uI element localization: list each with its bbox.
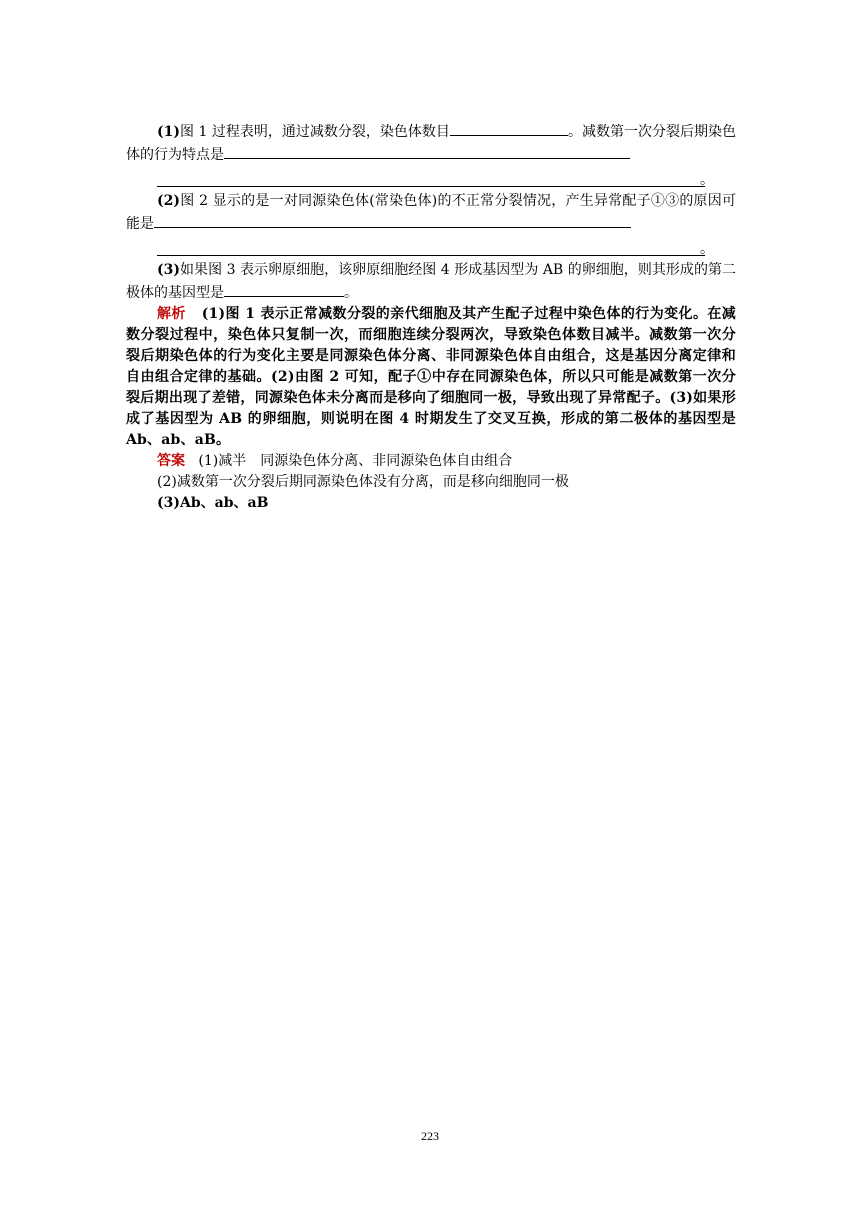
- question-2-blank-1[interactable]: [154, 212, 631, 228]
- question-2-text: 图 2 显示的是一对同源染色体(常染色体)的不正常分裂情况，产生异常配子①③的原因可能是: [126, 193, 736, 232]
- answer-1-text: (1)减半 同源染色体分离、非同源染色体自由组合: [198, 453, 513, 469]
- page-number: 223: [421, 1129, 439, 1143]
- question-2: [126, 191, 736, 235]
- answer-3-text: (3)Ab、ab、aB: [157, 495, 269, 511]
- analysis-block: [126, 304, 736, 451]
- answer-2-text: (2)减数第一次分裂后期同源染色体没有分离，而是移向细胞同一极: [157, 474, 569, 490]
- question-3-prefix: (3): [157, 262, 180, 278]
- analysis-label: 解析: [157, 306, 186, 322]
- question-1-blank-2[interactable]: [224, 143, 630, 159]
- question-1-text-b: 。减数第一次分裂后期染色体的行为特点是: [126, 124, 737, 163]
- question-3-text: 如果图 3 表示卵原细胞，该卵原细胞经图 4 形成基因型为 AB 的卵细胞，则其形成的第二极体的基因型是: [126, 262, 736, 301]
- question-1-blank-1[interactable]: [450, 120, 568, 136]
- answer-line-3: [126, 493, 736, 514]
- question-3: [126, 260, 736, 304]
- answer-label: 答案: [157, 453, 185, 469]
- question-content: [126, 120, 736, 514]
- question-2-blank-2[interactable]: [157, 235, 714, 257]
- question-1-blank-3[interactable]: [157, 166, 714, 188]
- question-2-prefix: (2): [157, 193, 180, 209]
- question-1: [126, 120, 736, 166]
- question-3-blank[interactable]: [224, 281, 344, 297]
- analysis-text: (1)图 1 表示正常减数分裂的亲代细胞及其产生配子过程中染色体的行为变化。在减数分裂过程中，染色体只复制一次，而细胞连续分裂两次，导致染色体数目减半。减数第一次分裂后期染色体的行为变化主要是同源染色体分离、非同源染色体自由组合，这是基因分离定律和自由组合定律的基础。(2)由图 2 可知，配子①中存在同源染色体，所以只可能是减数第一次分裂后期出现了差错，同源染色体未分离而是移向了细胞同一极，导致出现了异常配子。(3)如果形成了基因型为 AB 的卵细胞，则说明在图 4 时期发生了交叉互换，形成的第二极体的基因型是 Ab、ab、aB。: [126, 306, 736, 448]
- question-1-prefix: (1): [157, 124, 180, 140]
- answer-line-1: [126, 451, 736, 472]
- answer-line-2: [126, 472, 736, 493]
- question-1-end-mark: 。: [700, 172, 714, 188]
- question-3-end-mark: 。: [344, 285, 358, 301]
- question-1-text-a: 图 1 过程表明，通过减数分裂，染色体数目: [180, 124, 450, 140]
- question-2-end-mark: 。: [700, 241, 714, 257]
